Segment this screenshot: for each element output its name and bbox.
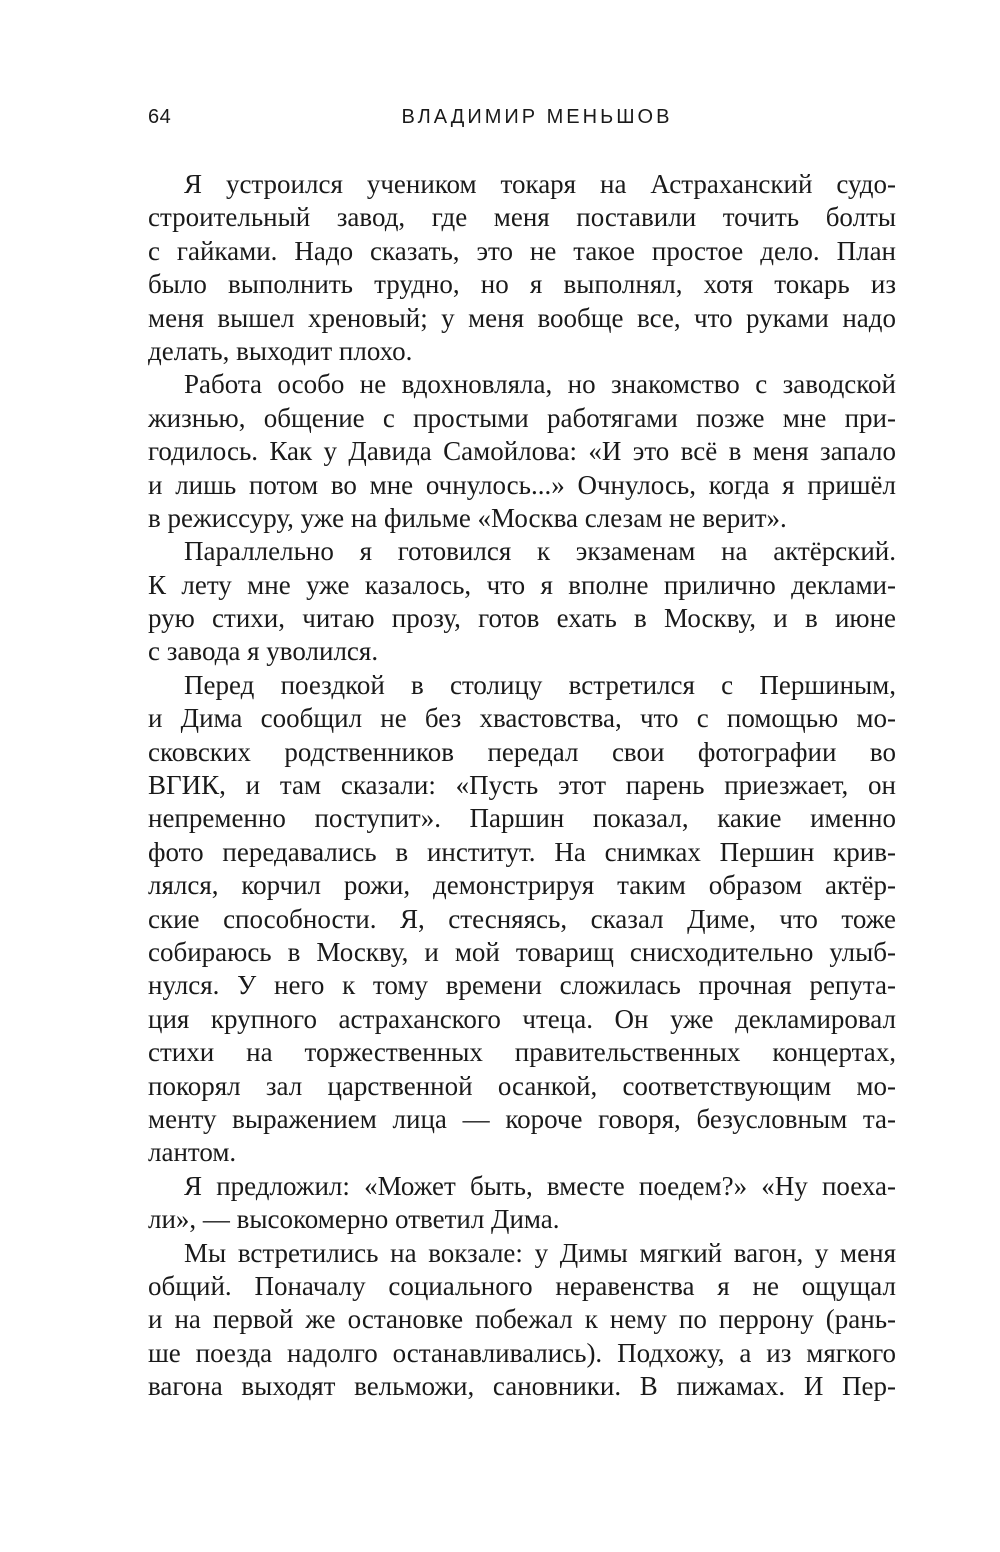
- text-line: ли», — высокомерно ответил Дима.: [148, 1204, 560, 1235]
- text-line: нулся. У него к тому времени сложилась прочная репута-: [148, 970, 896, 1001]
- text-line: с завода я уволился.: [148, 636, 379, 667]
- text-line: фото передавались в институт. На снимках Першин крив-: [148, 836, 896, 867]
- text-line: с гайками. Надо сказать, это не такое простое дело. План: [148, 235, 896, 266]
- text-line: жизнью, общение с простыми работягами позже мне при-: [148, 402, 896, 433]
- text-line: Я устроился учеником токаря на Астраханский судо-: [184, 169, 896, 199]
- running-head: [148, 106, 896, 136]
- text-line: лантом.: [148, 1137, 237, 1168]
- paragraph: [148, 368, 896, 535]
- text-line: ция крупного астраханского чтеца. Он уже декламировал: [148, 1003, 896, 1034]
- page-number: 64: [148, 106, 172, 128]
- paragraph: [148, 168, 896, 368]
- text-line: Я предложил: «Может быть, вместе поедем?» «Ну поеха-: [184, 1170, 896, 1201]
- text-line: меня вышел хреновый; у меня вообще все, что руками надо: [148, 302, 896, 333]
- text-line: лялся, корчил рожи, демонстрируя таким образом актёр-: [148, 870, 896, 901]
- text-line: ше поезда надолго останавливались). Подхожу, а из мягкого: [148, 1337, 896, 1368]
- text-line: менту выражением лица — короче говоря, безусловным та-: [148, 1103, 896, 1134]
- paragraph: [148, 669, 896, 1170]
- text-line: Перед поездкой в столицу встретился с Першиным,: [184, 669, 896, 700]
- text-line: и на первой же остановке побежал к нему по перрону (рань-: [148, 1304, 896, 1335]
- paragraph: [148, 1170, 896, 1237]
- text-line: стихи на торжественных правительственных концертах,: [148, 1037, 896, 1068]
- text-line: К лету мне уже казалось, что я вполне прилично деклами-: [148, 569, 896, 600]
- text-line: и Дима сообщил не без хвастовства, что с помощью мо-: [148, 703, 896, 734]
- text-line: строительный завод, где меня поставили точить болты: [148, 202, 896, 233]
- text-line: рую стихи, читаю прозу, готов ехать в Москву, и в июне: [148, 603, 896, 634]
- text-line: Работа особо не вдохновляла, но знакомство с заводской: [184, 369, 896, 400]
- body-text: [148, 168, 896, 1403]
- text-line: Мы встретились на вокзале: у Димы мягкий вагон, у меня: [184, 1237, 896, 1268]
- text-line: и лишь потом во мне очнулось...» Очнулось, когда я пришёл: [148, 469, 896, 500]
- text-line: было выполнить трудно, но я выполнял, хотя токарь из: [148, 269, 896, 300]
- text-line: ВГИК, и там сказали: «Пусть этот парень приезжает, он: [148, 770, 896, 801]
- text-line: покорял зал царственной осанкой, соответствующим мо-: [148, 1070, 896, 1101]
- text-line: годилось. Как у Давида Самойлова: «И это всё в меня запало: [148, 436, 896, 467]
- text-line: собираюсь в Москву, и мой товарищ снисходительно улыб-: [148, 936, 896, 967]
- running-head-author: ВЛАДИМИР МЕНЬШОВ: [401, 106, 673, 128]
- paragraph: [148, 535, 896, 669]
- text-line: сковских родственников передал свои фотографии во: [148, 736, 896, 767]
- text-line: в режиссуру, уже на фильме «Москва слезам не верит».: [148, 502, 787, 533]
- text-line: непременно поступит». Паршин показал, какие именно: [148, 803, 896, 834]
- text-line: ские способности. Я, стесняясь, сказал Диме, что тоже: [148, 903, 896, 934]
- text-line: общий. Поначалу социального неравенства я не ощущал: [148, 1270, 896, 1301]
- text-line: Параллельно я готовился к экзаменам на актёрский.: [184, 536, 896, 567]
- text-line: делать, выходит плохо.: [148, 335, 413, 366]
- text-line: вагона выходят вельможи, сановники. В пижамах. И Пер-: [148, 1371, 896, 1402]
- paragraph: [148, 1237, 896, 1404]
